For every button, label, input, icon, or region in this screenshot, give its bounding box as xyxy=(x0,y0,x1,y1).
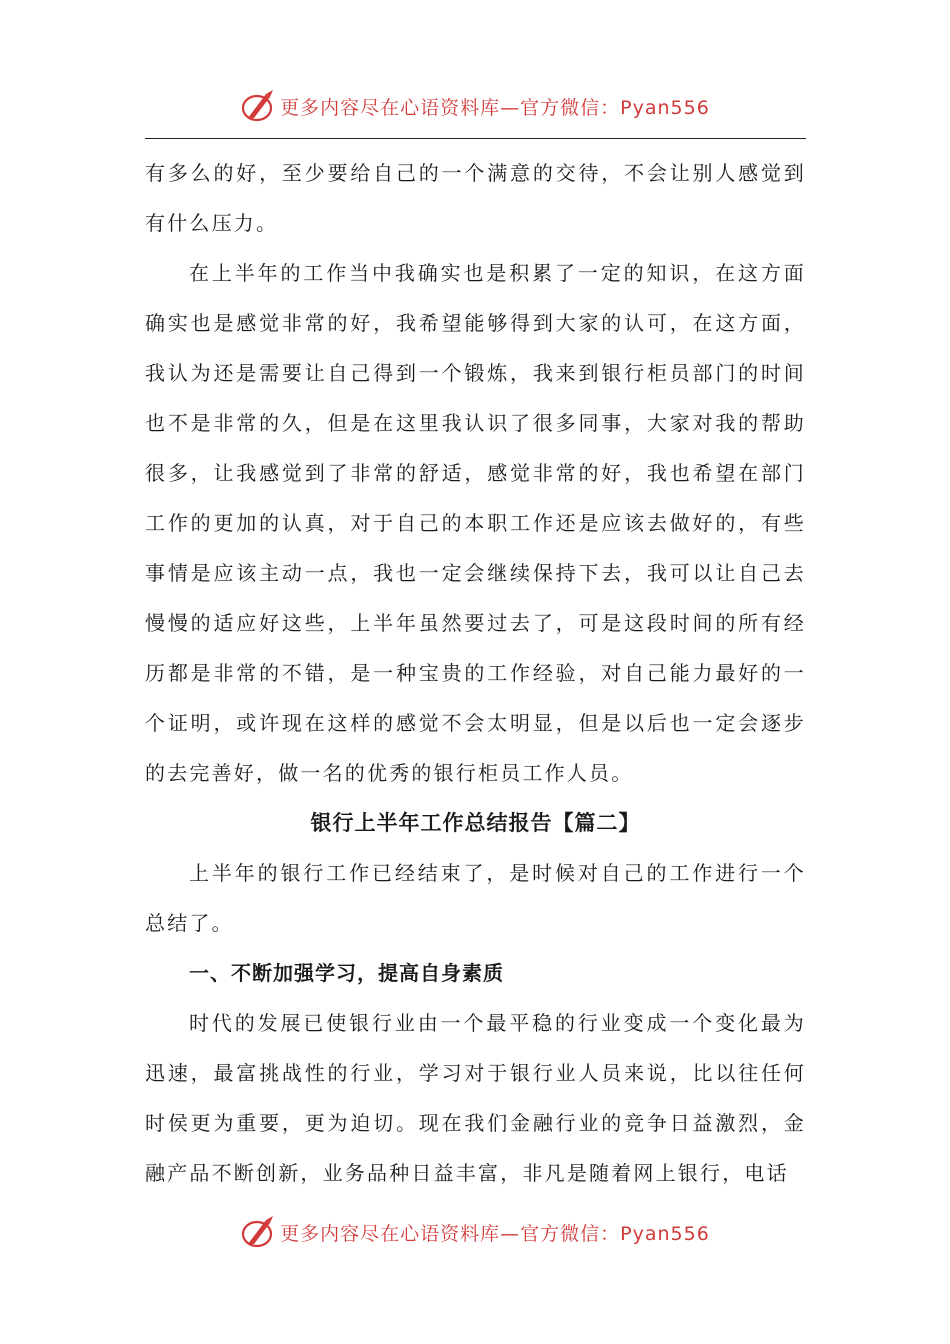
quill-pen-logo-icon xyxy=(240,1214,276,1250)
document-body xyxy=(145,148,806,1198)
quill-pen-logo-icon xyxy=(240,88,276,124)
section-title: 银行上半年工作总结报告【篇二】 xyxy=(310,811,641,835)
footer-banner-text: 更多内容尽在心语资料库—官方微信：Pyan556 xyxy=(280,1222,710,1245)
paragraph-experience: 在上半年的工作当中我确实也是积累了一定的知识，在这方面确实也是感觉非常的好，我希望能够得到大家的认可，在这方面，我认为还是需要让自己得到一个锻炼，我来到银行柜员部门的时间也不是非常的久，但是在这里我认识了很多同事，大家对我的帮助很多，让我感觉到了非常的舒适，感觉非常的好，我也希望在部门工作的更加的认真，对于自己的本职工作还是应该去做好的，有些事情是应该主动一点，我也一定会继续保持下去，我可以让自己去慢慢的适应好这些，上半年虽然要过去了，可是这段时间的所有经历都是非常的不错，是一种宝贵的工作经验，对自己能力最好的一个证明，或许现在这样的感觉不会太明显，但是以后也一定会逐步的去完善好，做一名的优秀的银行柜员工作人员。 xyxy=(145,261,806,785)
subheading-learning: 一、不断加强学习，提高自身素质 xyxy=(189,961,504,985)
header-divider xyxy=(145,138,806,139)
header-banner-text: 更多内容尽在心语资料库—官方微信：Pyan556 xyxy=(280,96,710,119)
footer-banner xyxy=(0,1210,950,1254)
paragraph-learning: 时代的发展已使银行业由一个最平稳的行业变成一个变化最为迅速，最富挑战性的行业，学习对于银行业人员来说，比以往任何时侯更为重要，更为迫切。现在我们金融行业的竞争日益激烈，金融产品不断创新，业务品种日益丰富，非凡是随着网上银行，电话 xyxy=(145,1011,806,1185)
header-banner xyxy=(0,84,950,128)
paragraph-intro: 上半年的银行工作已经结束了，是时候对自己的工作进行一个总结了。 xyxy=(145,861,806,935)
paragraph-continuation: 有多么的好，至少要给自己的一个满意的交待，不会让别人感觉到有什么压力。 xyxy=(145,161,806,235)
